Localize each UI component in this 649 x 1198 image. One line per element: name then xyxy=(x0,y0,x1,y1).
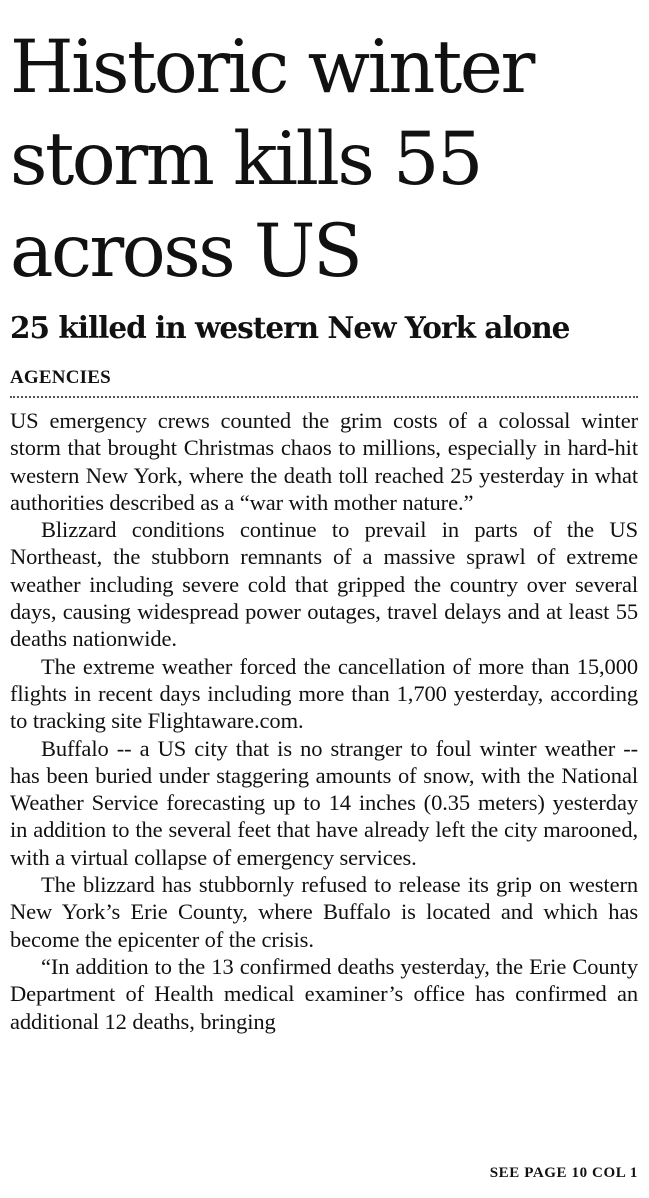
continuation-jump-line: SEE PAGE 10 COL 1 xyxy=(489,1165,638,1181)
dotted-divider xyxy=(10,396,638,398)
byline: AGENCIES xyxy=(10,367,111,388)
headline-line-3: across US xyxy=(10,209,361,294)
paragraph-2: Blizzard conditions continue to prevail in parts of the US Northeast, the stubborn remnants of a massive sprawl of extreme weather including severe cold that gripped the country over several days, causing widespread power outages, travel delays and at least 55 deaths nationwide. xyxy=(10,517,638,652)
subheadline: 25 killed in western New York alone xyxy=(10,310,570,345)
paragraph-6: “In addition to the 13 confirmed deaths yesterday, the Erie County Department of Health medical examiner’s office has confirmed an additional 12 deaths, bringing xyxy=(10,953,638,1034)
headline xyxy=(10,22,638,298)
paragraph-3: The extreme weather forced the cancellation of more than 15,000 flights in recent days including more than 1,700 yesterday, according to tracking site Flightaware.com. xyxy=(10,653,638,734)
paragraph-1: US emergency crews counted the grim costs of a colossal winter storm that brought Christmas chaos to millions, especially in hard-hit western New York, where the death toll reached 25 yesterday in what authorities described as a “war with mother nature.” xyxy=(10,408,638,515)
article-body xyxy=(10,407,638,1035)
paragraph-5: The blizzard has stubbornly refused to release its grip on western New York’s Erie County, where Buffalo is located and which has become the epicenter of the crisis. xyxy=(10,872,638,952)
paragraph-4: Buffalo -- a US city that is no stranger to foul winter weather -- has been buried under staggering amounts of snow, with the National Weather Service forecasting up to 14 inches (0.35 meters) yesterday in addition to the several feet that have already left the city marooned, with a virtual collapse of emergency services. xyxy=(10,735,638,870)
news-article xyxy=(10,0,638,1035)
headline-line-1: Historic winter xyxy=(10,25,533,110)
headline-line-2: storm kills 55 xyxy=(10,117,481,202)
